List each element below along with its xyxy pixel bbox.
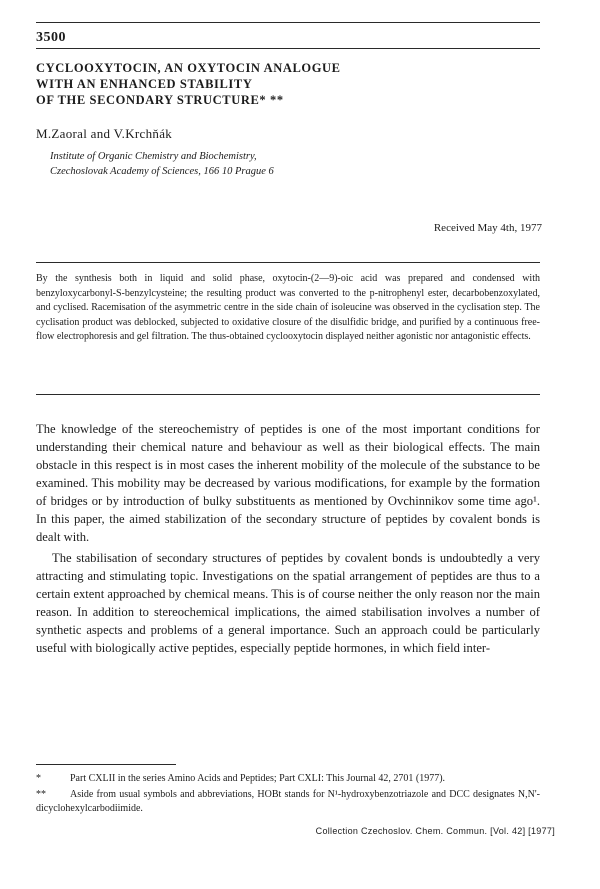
body-paragraph: The stabilisation of secondary structures of peptides by covalent bonds is undoubtedly a very attracting and stimulating topic. Investigations on the spatial arrangement of peptides are thus to a certain extent approached by chemical means. This is of course neither the only reason nor the main reason. In addition to stereochemical implications, the aimed stabilisation involves a number of synthetic aspects and problems of a general importance. Such an approach could be particularly useful with biologically active peptides, especially peptide hormones, in which field inter- [36,551,540,655]
abstract-bottom-rule [36,394,540,395]
footnote-text: Aside from usual symbols and abbreviations, HOBt stands for N¹-hydroxybenzotriazole and DCC designates N,N'-dicyclohexylcarbodiimide. [36,789,540,814]
affiliation-line: Institute of Organic Chemistry and Biochemistry, [50,151,257,162]
received-date: Received May 4th, 1977 [433,222,542,234]
title-line: OF THE SECONDARY STRUCTURE* ** [36,93,284,107]
footnote-mark: * [36,773,41,784]
body-text [36,420,540,657]
footnote-text: Part CXLII in the series Amino Acids and Peptides; Part CXLI: This Journal 42, 2701 (1977). [70,773,446,784]
journal-citation: Collection Czechoslov. Chem. Commun. [Vol. 42] [1977] [315,826,555,836]
article-title [36,60,476,108]
affiliation-line: Czechoslovak Academy of Sciences, 166 10 Prague 6 [50,166,274,177]
top-rule [36,22,540,23]
footnote [36,788,540,816]
header-rule [36,48,540,49]
footnote-rule [36,764,176,765]
footnotes [36,772,540,818]
footnote-mark: ** [36,789,46,800]
abstract: By the synthesis both in liquid and solid phase, oxytocin-(2—9)-oic acid was prepared and condensed with benzyloxycarbonyl-S-benzylcysteine; the resulting product was converted to the p-nitrophenyl ester, decarbobenzoxylated, and cyclised. Racemisation of the asymmetric centre in the side chain of isoleucine was observed in the cyclisation step. The cyclisation product was deblocked, subjected to oxidative closure of the disulfidic bridge, and purified by a continuous free-flow electrophoresis and gel filtration. The thus-obtained cyclooxytocin displayed neither agonistic nor antagonistic effects. [36,273,540,343]
authors: M.Zaoral and V.Krchňák [36,126,173,141]
body-paragraph: The knowledge of the stereochemistry of peptides is one of the most important conditions for understanding their chemical nature and behaviour as well as their biological effects. The main obstacle in this respect is in most cases the inherent mobility of the molecule of the substance to be examined. This mobility may be decreased by various modifications, for example by the formation of bridges or by introduction of bulky substituents as mentioned by Ovchinnikov some time ago¹. In this paper, the aimed stabilization of the secondary structure of peptides by covalent bonds is dealt with. [36,422,540,544]
page-number: 3500 [36,30,66,45]
title-line: WITH AN ENHANCED STABILITY [36,77,253,91]
footnote [36,772,540,786]
abstract-top-rule [36,262,540,263]
affiliation [50,149,274,179]
title-line: CYCLOOXYTOCIN, AN OXYTOCIN ANALOGUE [36,61,341,75]
